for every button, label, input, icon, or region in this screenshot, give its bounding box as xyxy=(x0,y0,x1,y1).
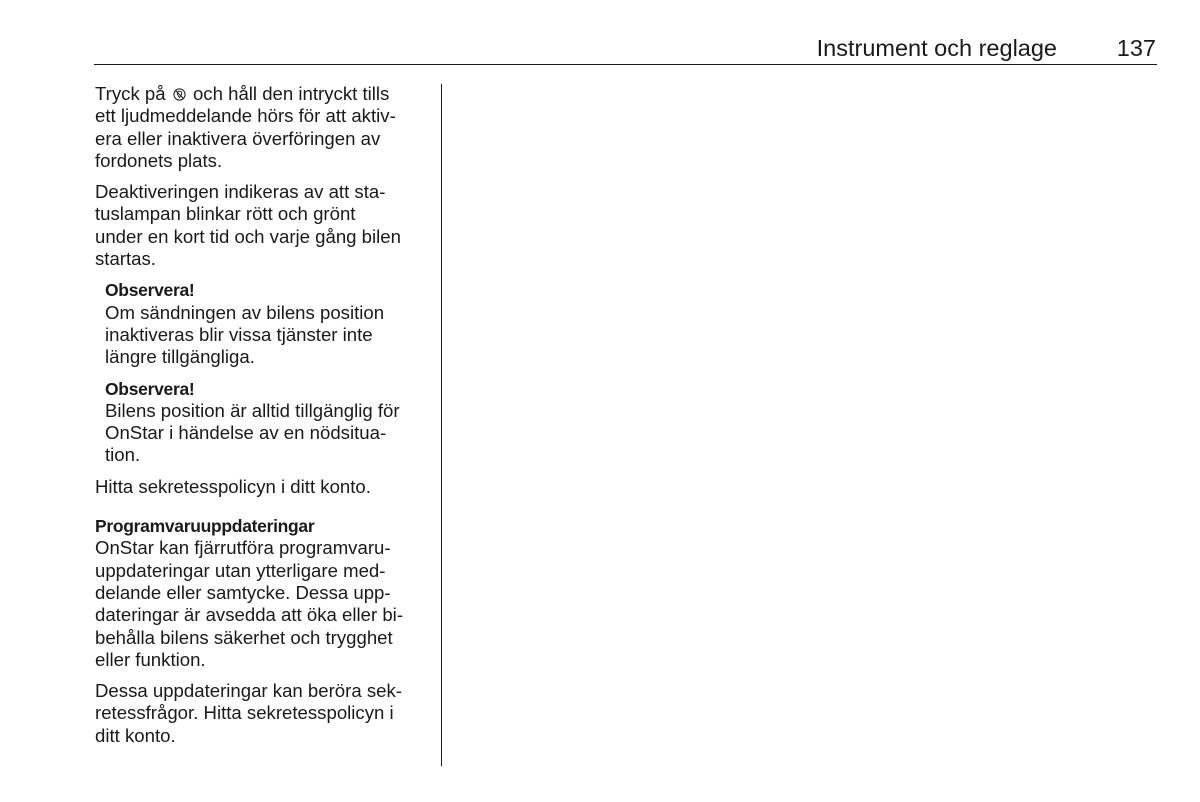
section-heading: Programvaruuppdateringar xyxy=(95,516,315,537)
text-line: Bilens position är alltid tillgänglig för xyxy=(105,399,400,421)
paragraph-location-toggle xyxy=(95,83,433,172)
note-heading: Observera! xyxy=(105,378,195,399)
left-column xyxy=(95,83,433,756)
text-line: Tryck på och håll den intryckt tills xyxy=(95,83,390,104)
text-line: retessfrågor. Hitta sekretesspolicyn i xyxy=(95,702,394,724)
text-line: under en kort tid och varje gång bilen xyxy=(95,225,401,247)
text-line: Dessa uppdateringar kan beröra sek- xyxy=(95,680,402,702)
chapter-title: Instrument och reglage xyxy=(816,35,1057,61)
paragraph-privacy-policy xyxy=(95,476,433,498)
location-privacy-icon xyxy=(173,84,186,97)
text-line: längre tillgängliga. xyxy=(105,346,255,368)
paragraph-deactivation xyxy=(95,181,433,270)
text-line: Hitta sekretesspolicyn i ditt konto. xyxy=(95,475,371,497)
text-line: startas. xyxy=(95,248,156,270)
text-line: era eller inaktivera överföringen av xyxy=(95,127,381,149)
text-line: behålla bilens säkerhet och trygghet xyxy=(95,626,393,648)
page-number: 137 xyxy=(1116,35,1156,61)
text-line: tion. xyxy=(105,444,141,466)
paragraph-update-privacy xyxy=(95,680,433,747)
text-line: dateringar är avsedda att öka eller bi- xyxy=(95,604,404,626)
page-header xyxy=(0,0,1200,70)
text-line: Deaktiveringen indikeras av att sta- xyxy=(95,181,386,203)
text-line: ditt konto. xyxy=(95,724,176,746)
text-line: Om sändningen av bilens position xyxy=(105,301,385,323)
note-block xyxy=(105,378,433,467)
header-divider xyxy=(94,64,1157,65)
paragraph-software-updates xyxy=(95,537,433,671)
text-line: inaktiveras blir vissa tjänster inte xyxy=(105,323,373,345)
text-line: OnStar i händelse av en nödsitua- xyxy=(105,422,387,444)
note-heading: Observera! xyxy=(105,280,195,301)
text-line: eller funktion. xyxy=(95,648,206,670)
text-line: fordonets plats. xyxy=(95,149,223,171)
text-line: tuslampan blinkar rött och grönt xyxy=(95,203,356,225)
text-line: uppdateringar utan ytterligare med- xyxy=(95,559,386,581)
text-line: ett ljudmeddelande hörs för att aktiv- xyxy=(95,105,396,127)
text-line: OnStar kan fjärrutföra programvaru- xyxy=(95,537,391,559)
text-line: delande eller samtycke. Dessa upp- xyxy=(95,581,391,603)
note-block xyxy=(105,279,433,368)
column-divider xyxy=(441,84,442,766)
